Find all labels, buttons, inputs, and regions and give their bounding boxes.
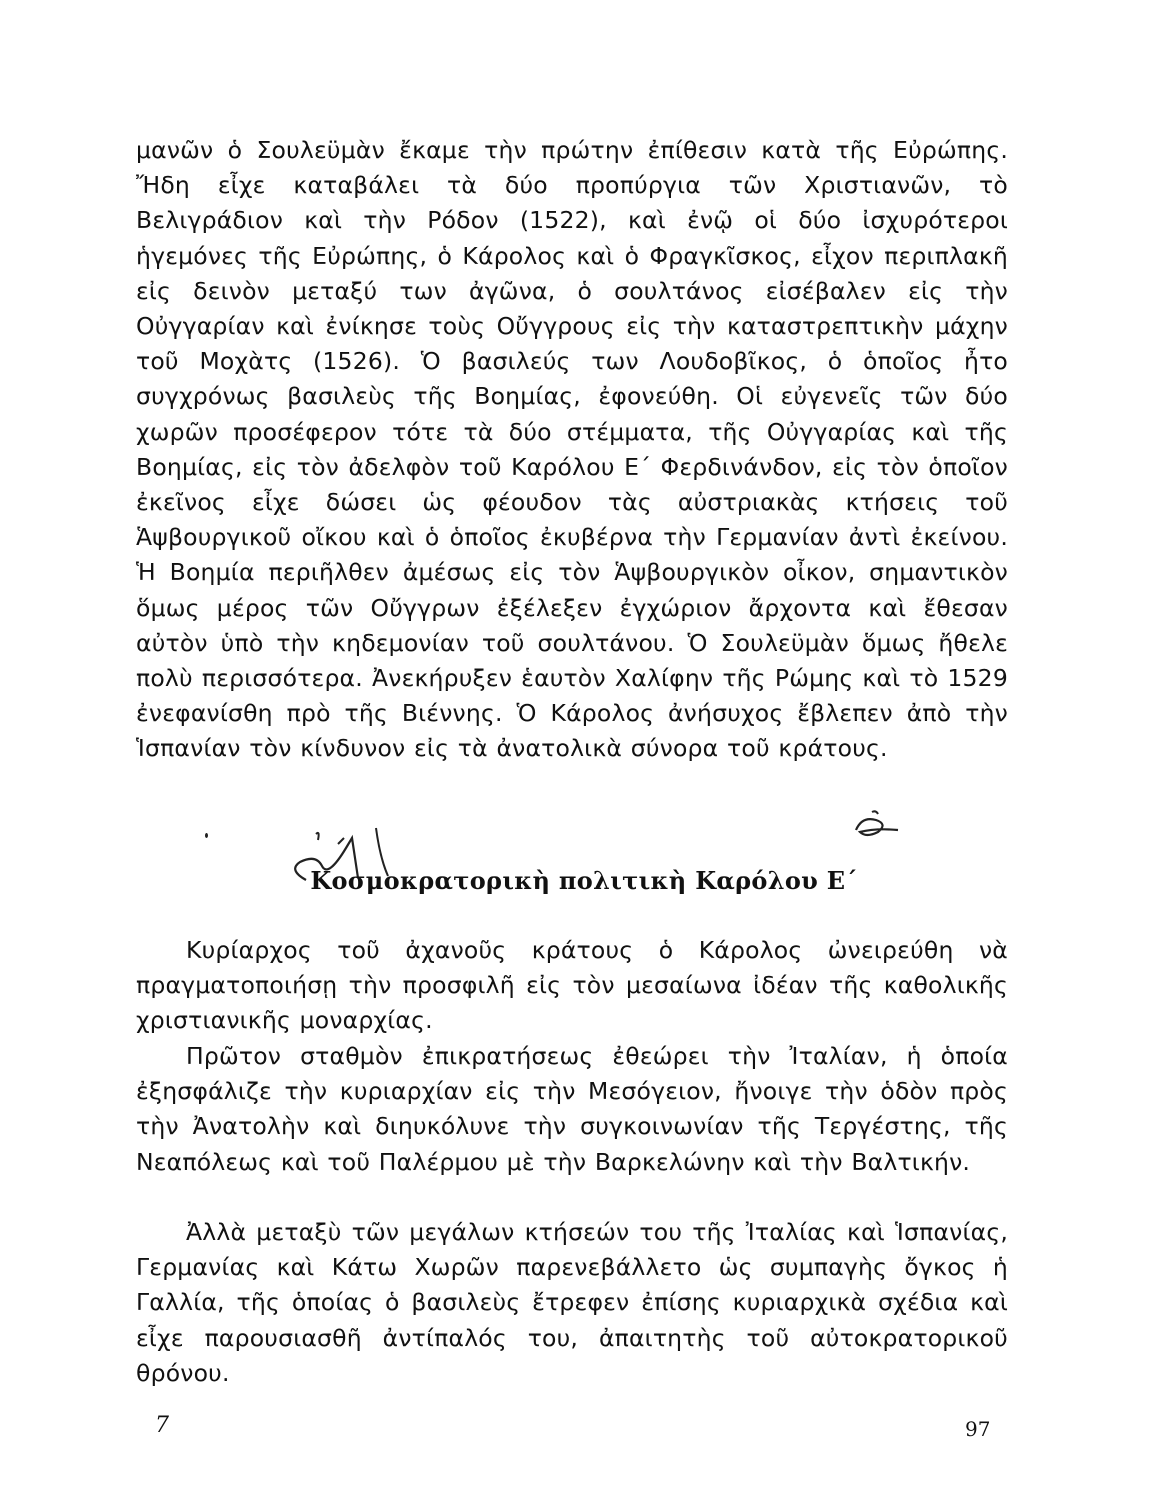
handwritten-scribble-end: [848, 806, 904, 840]
paragraph-catholic-monarchy: Κυρίαρχος τοῦ ἀχανοῦς κράτους ὁ Κάρολος ὠνειρεύθη νὰ πραγματοποιήσῃ τὴν προσφιλῆ εἰς τὸν μεσαίωνα ἰδέαν τῆς καθολικῆς χριστιανικῆς μοναρχίας.: [136, 936, 1008, 1035]
paragraph-suleiman-europe: μανῶν ὁ Σουλεϋμὰν ἔκαμε τὴν πρώτην ἐπίθεσιν κατὰ τῆς Εὐρώπης. Ἤδη εἶχε καταβάλει τὰ δύο προπύργια τῶν Χριστιανῶν, τὸ Βελιγράδιον καὶ τὴν Ρόδον (1522), καὶ ἐνῷ οἱ δύο ἰσχυρότεροι ἡγεμόνες τῆς Εὐρώπης, ὁ Κάρολος καὶ ὁ Φραγκῖσκος, εἶχον περιπλακῆ εἰς δεινὸν μεταξύ των ἀγῶνα, ὁ σουλτάνος εἰσέβαλεν εἰς τὴν Οὐγγαρίαν καὶ ἐνίκησε τοὺς Οὔγγρους εἰς τὴν καταστρεπτικὴν μάχην τοῦ Μοχὰτς (1526). Ὁ βασιλεύς των Λουδοβῖκος, ὁ ὁποῖος ἦτο συγχρόνως βασιλεὺς τῆς Βοημίας, ἐφονεύθη. Οἱ εὐγενεῖς τῶν δύο χωρῶν προσέφερον τότε τὰ δύο στέμματα, τῆς Οὐγγαρίας καὶ τῆς Βοημίας, εἰς τὸν ἀδελφὸν τοῦ Καρόλου Ε΄ Φερδινάνδον, εἰς τὸν ὁποῖον ἐκεῖνος εἶχε δώσει ὡς φέουδον τὰς αὐστριακὰς κτήσεις τοῦ Ἁψβουργικοῦ οἴκου καὶ ὁ ὁποῖος ἐκυβέρνα τὴν Γερμανίαν ἀντὶ ἐκείνου. Ἡ Βοημία περιῆλθεν ἀμέσως εἰς τὸν Ἁψβουργικὸν οἶκον, σημαντικὸν ὅμως μέρος τῶν Οὔγγρων ἐξέλεξεν ἐγχώριον ἄρχοντα καὶ ἔθεσαν αὐτὸν ὑπὸ τὴν κηδεμονίαν τοῦ σουλτάνου. Ὁ Σουλεϋμὰν ὅμως ἤθελε πολὺ περισσότερα. Ἀνεκήρυξεν ἑαυτὸν Χαλίφην τῆς Ρώμης καὶ τὸ 1529 ἐνεφανίσθη πρὸ τῆς Βιέννης. Ὁ Κάρολος ἀνήσυχος ἔβλεπεν ἀπὸ τὴν Ἱσπανίαν τὸν κίνδυνον εἰς τὰ ἀνατολικὰ σύνορα τοῦ κράτους.: [136, 136, 1008, 763]
pen-mark: [205, 833, 208, 838]
section-heading: Κοσμοκρατορικὴ πολιτικὴ Καρόλου Ε΄: [310, 866, 858, 895]
printer-signature-mark: 7: [155, 1413, 169, 1438]
paragraph-italy: Πρῶτον σταθμὸν ἐπικρατήσεως ἐθεώρει τὴν Ἰταλίαν, ἡ ὁποία ἐξησφάλιζε τὴν κυριαρχίαν εἰς τὴν Μεσόγειον, ἤνοιγε τὴν ὁδὸν πρὸς τὴν Ἀνατολὴν καὶ διηυκόλυνε τὴν συγκοινωνίαν τῆς Τεργέστης, τῆς Νεαπόλεως καὶ τοῦ Παλέρμου μὲ τὴν Βαρκελώνην καὶ τὴν Βαλτικήν.: [136, 1042, 1008, 1176]
page-number: 97: [965, 1417, 991, 1441]
paragraph-france: Ἀλλὰ μεταξὺ τῶν μεγάλων κτήσεών του τῆς Ἰταλίας καὶ Ἱσπανίας, Γερμανίας καὶ Κάτω Χωρῶν παρενεβάλλετο ὡς συμπαγὴς ὄγκος ἡ Γαλλία, τῆς ὁποίας ὁ βασιλεὺς ἔτρεφεν ἐπίσης κυριαρχικὰ σχέδια καὶ εἶχε παρουσιασθῆ ἀντίπαλός του, ἀπαιτητὴς τοῦ αὐτοκρατορικοῦ θρόνου.: [136, 1218, 1008, 1387]
